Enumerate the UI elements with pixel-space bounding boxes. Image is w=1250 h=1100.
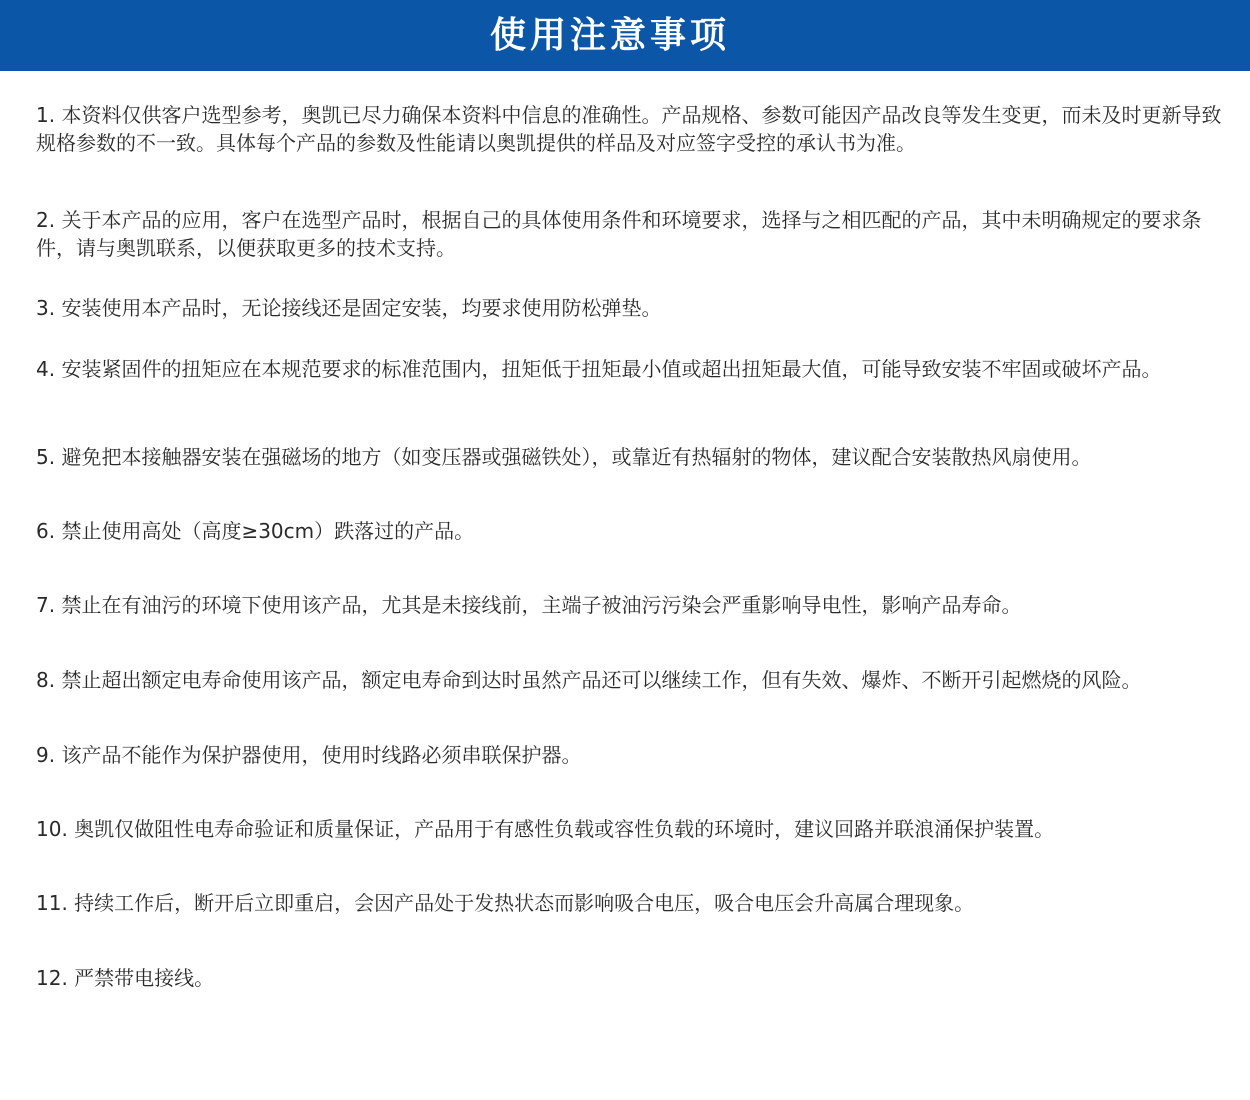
note-12: 12. 严禁带电接线。 [36,966,215,990]
page-title: 使用注意事项 [489,14,730,56]
note-4: 4. 安装紧固件的扭矩应在本规范要求的标准范围内，扭矩低于扭矩最小值或超出扭矩最大值，可能导致安装不牢固或破坏产品。 [36,357,1162,381]
note-3: 3. 安装使用本产品时，无论接线还是固定安装，均要求使用防松弹垫。 [36,296,662,320]
header-banner [0,0,1250,71]
note-9: 9. 该产品不能作为保护器使用，使用时线路必须串联保护器。 [36,743,582,767]
note-7: 7. 禁止在有油污的环境下使用该产品，尤其是未接线前，主端子被油污污染会严重影响导电性，影响产品寿命。 [36,593,1022,617]
note-5: 5. 避免把本接触器安装在强磁场的地方（如变压器或强磁铁处），或靠近有热辐射的物体，建议配合安装散热风扇使用。 [36,445,1092,469]
note-6: 6. 禁止使用高处（高度≥30cm）跌落过的产品。 [36,519,475,543]
note-1: 1. 本资料仅供客户选型参考，奥凯已尽力确保本资料中信息的准确性。产品规格、参数可能因产品改良等发生变更，而未及时更新导致规格参数的不一致。具体每个产品的参数及性能请以奥凯提供的样品及对应签字受控的承认书为准。 [36,103,1222,155]
note-8: 8. 禁止超出额定电寿命使用该产品，额定电寿命到达时虽然产品还可以继续工作，但有失效、爆炸、不断开引起燃烧的风险。 [36,668,1142,692]
note-2: 2. 关于本产品的应用，客户在选型产品时，根据自己的具体使用条件和环境要求，选择与之相匹配的产品，其中未明确规定的要求条件，请与奥凯联系，以便获取更多的技术支持。 [36,208,1202,260]
note-11: 11. 持续工作后，断开后立即重启，会因产品处于发热状态而影响吸合电压，吸合电压会升高属合理现象。 [36,891,975,915]
note-10: 10. 奥凯仅做阻性电寿命验证和质量保证，产品用于有感性负载或容性负载的环境时，建议回路并联浪涌保护装置。 [36,817,1055,841]
